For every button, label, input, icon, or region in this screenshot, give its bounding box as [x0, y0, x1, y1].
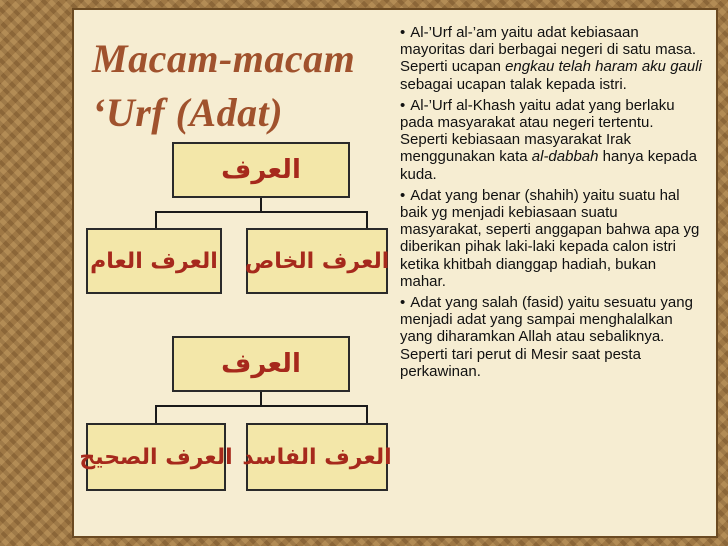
bullet-text-after: hanya kepada kuda.	[400, 148, 697, 183]
bullet-text-after: sebagai ucapan talak kepada istri.	[400, 75, 627, 93]
diagram2-connector-left	[155, 405, 157, 423]
diagram2-right-box: العرف الفاسد	[246, 423, 388, 491]
diagram2-root-box: العرف	[172, 336, 350, 392]
bullet-adat-fasid	[400, 294, 702, 380]
title-line-1: Macam-macam	[92, 36, 356, 81]
bullet-text: Al-’Urf al-Khash yaitu adat yang berlaku pada masyarakat atau negeri tertentu. Seperti kebiasaan masyarakat Irak menggunakan kata	[400, 96, 675, 166]
bullet-text: Adat yang benar (shahih) yaitu suatu hal baik yg menjadi kebiasaan suatu masyarakat, seperti anggapan bahwa apa yg diberikan pihak laki-laki kepada calon istri ketika khitbah dianggap hadiah, bukan mahar.	[400, 186, 700, 290]
bullet-adat-shahih	[400, 187, 702, 290]
explanation-list	[400, 24, 702, 384]
bullet-italic-term: engkau telah haram aku gauli	[505, 58, 702, 76]
bullet-text: Al-’Urf al-’am yaitu adat kebiasaan mayoritas dari berbagai negeri di satu masa. Seperti ucapan	[400, 24, 696, 76]
diagram1-connector-left	[155, 211, 157, 228]
diagram2-left-box: العرف الصحيح	[86, 423, 226, 491]
title-line-2: ‘Urf (Adat)	[92, 90, 284, 135]
diagram1-left-box: العرف العام	[86, 228, 222, 294]
diagram1-connector-horizontal	[155, 211, 368, 213]
bullet-urf-khash	[400, 97, 702, 183]
diagram1-connector-right	[366, 211, 368, 228]
diagram2-connector-right	[366, 405, 368, 423]
bullet-urf-am	[400, 24, 702, 93]
bullet-italic-term: al-dabbah	[531, 148, 599, 166]
diagram1-connector-vertical	[260, 198, 262, 212]
bullet-text: Adat yang salah (fasid) yaitu sesuatu yang menjadi adat yang sampai menghalalkan yang diharamkan Allah atau sebaliknya. Seperti tari perut di Mesir saat pesta perkawinan.	[400, 294, 693, 380]
slide-title	[92, 32, 382, 140]
diagram1-root-box: العرف	[172, 142, 350, 198]
diagram2-connector-horizontal	[155, 405, 368, 407]
diagram2-connector-vertical	[260, 392, 262, 406]
diagram1-right-box: العرف الخاص	[246, 228, 388, 294]
